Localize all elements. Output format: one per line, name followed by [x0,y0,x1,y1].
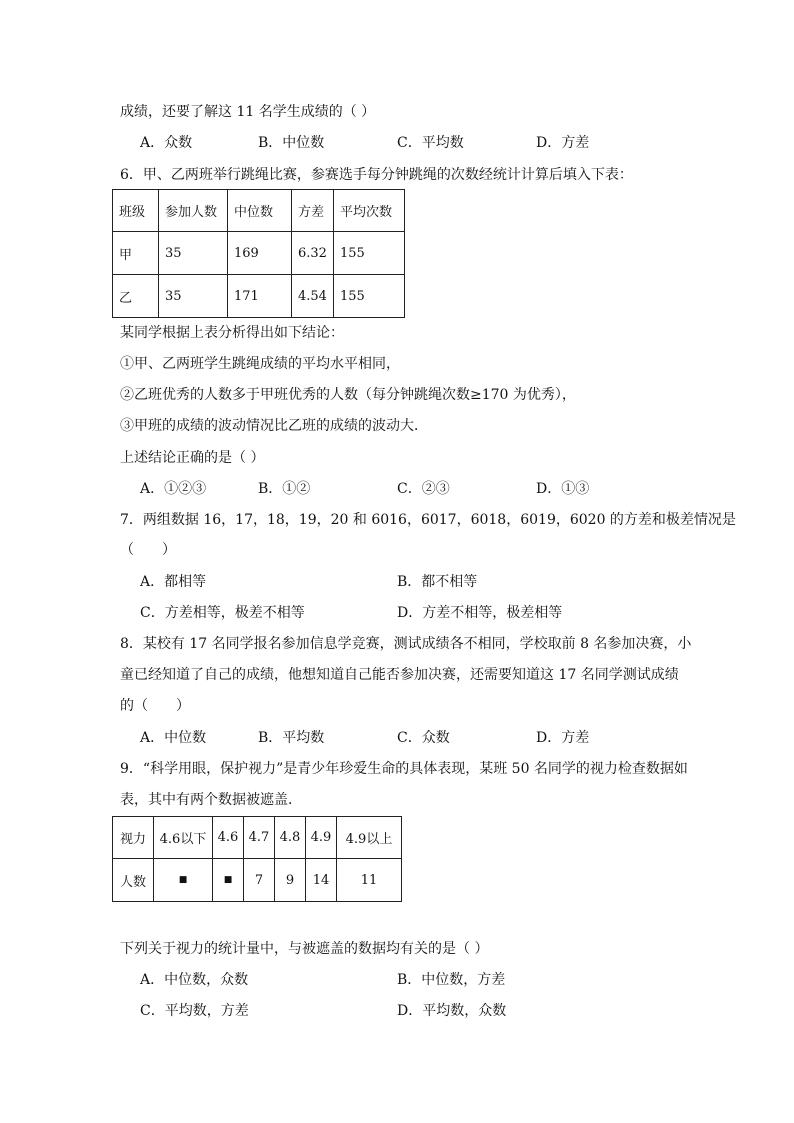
q9-cell: 4.6以下 [154,817,213,859]
q6-cell: 6.32 [292,232,334,275]
q8-option-c: C．众数 [397,730,450,746]
q5-option-b: B．中位数 [258,135,325,151]
q9-option-c: C．平均数，方差 [140,1003,249,1019]
q6-cell: 甲 [113,232,159,275]
q9-table [112,816,402,902]
q9-cell: 14 [306,859,337,902]
q6-cell: 155 [333,232,404,275]
q6-option-d: D．①③ [536,481,590,497]
q6-cell: 169 [228,232,292,275]
q9-option-a: A．中位数，众数 [140,972,249,988]
q8-stem-line3: 的（ ） [120,698,190,714]
q6-conclusion-2: ②乙班优秀的人数多于甲班优秀的人数（每分钟跳绳次数≥170 为优秀）， [120,387,576,403]
q9-option-d: D．平均数，众数 [397,1003,507,1019]
q7-option-c: C．方差相等，极差不相等 [140,605,305,621]
q5-option-d: D．方差 [536,135,590,151]
q6-ask: 上述结论正确的是（ ） [120,450,265,466]
q6-header-count: 参加人数 [159,190,228,232]
q8-stem-line1: 8．某校有 17 名同学报名参加信息学竞赛，测试成绩各不相同，学校取前 8 名参加决赛，小 [120,636,692,652]
q6-intro: 某同学根据上表分析得出如下结论： [120,325,344,341]
q9-table-row-vision [113,817,402,859]
q6-table-row [113,232,405,275]
q9-cell: 9 [275,859,306,902]
q6-stem: 6．甲、乙两班举行跳绳比赛，参赛选手每分钟跳绳的次数经统计计算后填入下表： [120,167,633,183]
q7-option-a: A．都相等 [140,574,207,590]
q9-table-row-count [113,859,402,902]
q6-cell: 171 [228,275,292,318]
q6-option-c: C．②③ [397,481,450,497]
q9-stem-line1: 9．“科学用眼，保护视力”是青少年珍爱生命的具体表现，某班 50 名同学的视力检查数据如 [120,761,688,777]
q9-cell: 4.7 [244,817,275,859]
q9-ask: 下列关于视力的统计量中，与被遮盖的数据均有关的是（ ） [120,941,489,957]
q8-option-a: A．中位数 [140,730,207,746]
q6-table [112,189,405,318]
q9-cell: 11 [337,859,402,902]
q7-option-b: B．都不相等 [397,574,478,590]
q9-cell: 7 [244,859,275,902]
q6-header-median: 中位数 [228,190,292,232]
q6-cell: 乙 [113,275,159,318]
q6-header-variance: 方差 [292,190,334,232]
q9-stem-line2: 表，其中有两个数据被遮盖． [120,792,302,808]
q6-header-class: 班级 [113,190,159,232]
q8-stem-line2: 童已经知道了自己的成绩，他想知道自己能否参加决赛，还需要知道这 17 名同学测试成绩 [120,667,679,683]
q6-conclusion-3: ③甲班的成绩的波动情况比乙班的成绩的波动大． [120,418,428,434]
q6-table-row [113,275,405,318]
q8-option-b: B．平均数 [258,730,325,746]
q9-cell-covered: ■ [154,859,213,902]
q6-cell: 35 [159,232,228,275]
q9-cell: 视力 [113,817,154,859]
q9-cell: 4.9以上 [337,817,402,859]
q6-conclusion-1: ①甲、乙两班学生跳绳成绩的平均水平相同， [120,356,400,372]
q5-option-a: A．众数 [140,135,193,151]
q9-cell: 人数 [113,859,154,902]
q5-tail-text: 成绩，还要了解这 11 名学生成绩的（ ） [120,104,376,120]
q9-cell: 4.6 [213,817,244,859]
q7-option-d: D．方差不相等，极差相等 [397,605,563,621]
q9-cell: 4.8 [275,817,306,859]
q6-option-b: B．①② [258,481,311,497]
q9-cell-covered: ■ [213,859,244,902]
q6-header-mean: 平均次数 [333,190,404,232]
q7-stem-line2: （ ） [120,542,176,558]
q6-cell: 35 [159,275,228,318]
q6-table-header-row [113,190,405,232]
q6-cell: 4.54 [292,275,334,318]
q6-cell: 155 [333,275,404,318]
q6-option-a: A．①②③ [140,481,207,497]
q9-cell: 4.9 [306,817,337,859]
q7-stem-line1: 7．两组数据 16，17，18，19，20 和 6016，6017，6018，6019，6020 的方差和极差情况是 [120,512,736,528]
q9-option-b: B．中位数，方差 [397,972,506,988]
q5-option-c: C．平均数 [397,135,464,151]
q8-option-d: D．方差 [536,730,590,746]
